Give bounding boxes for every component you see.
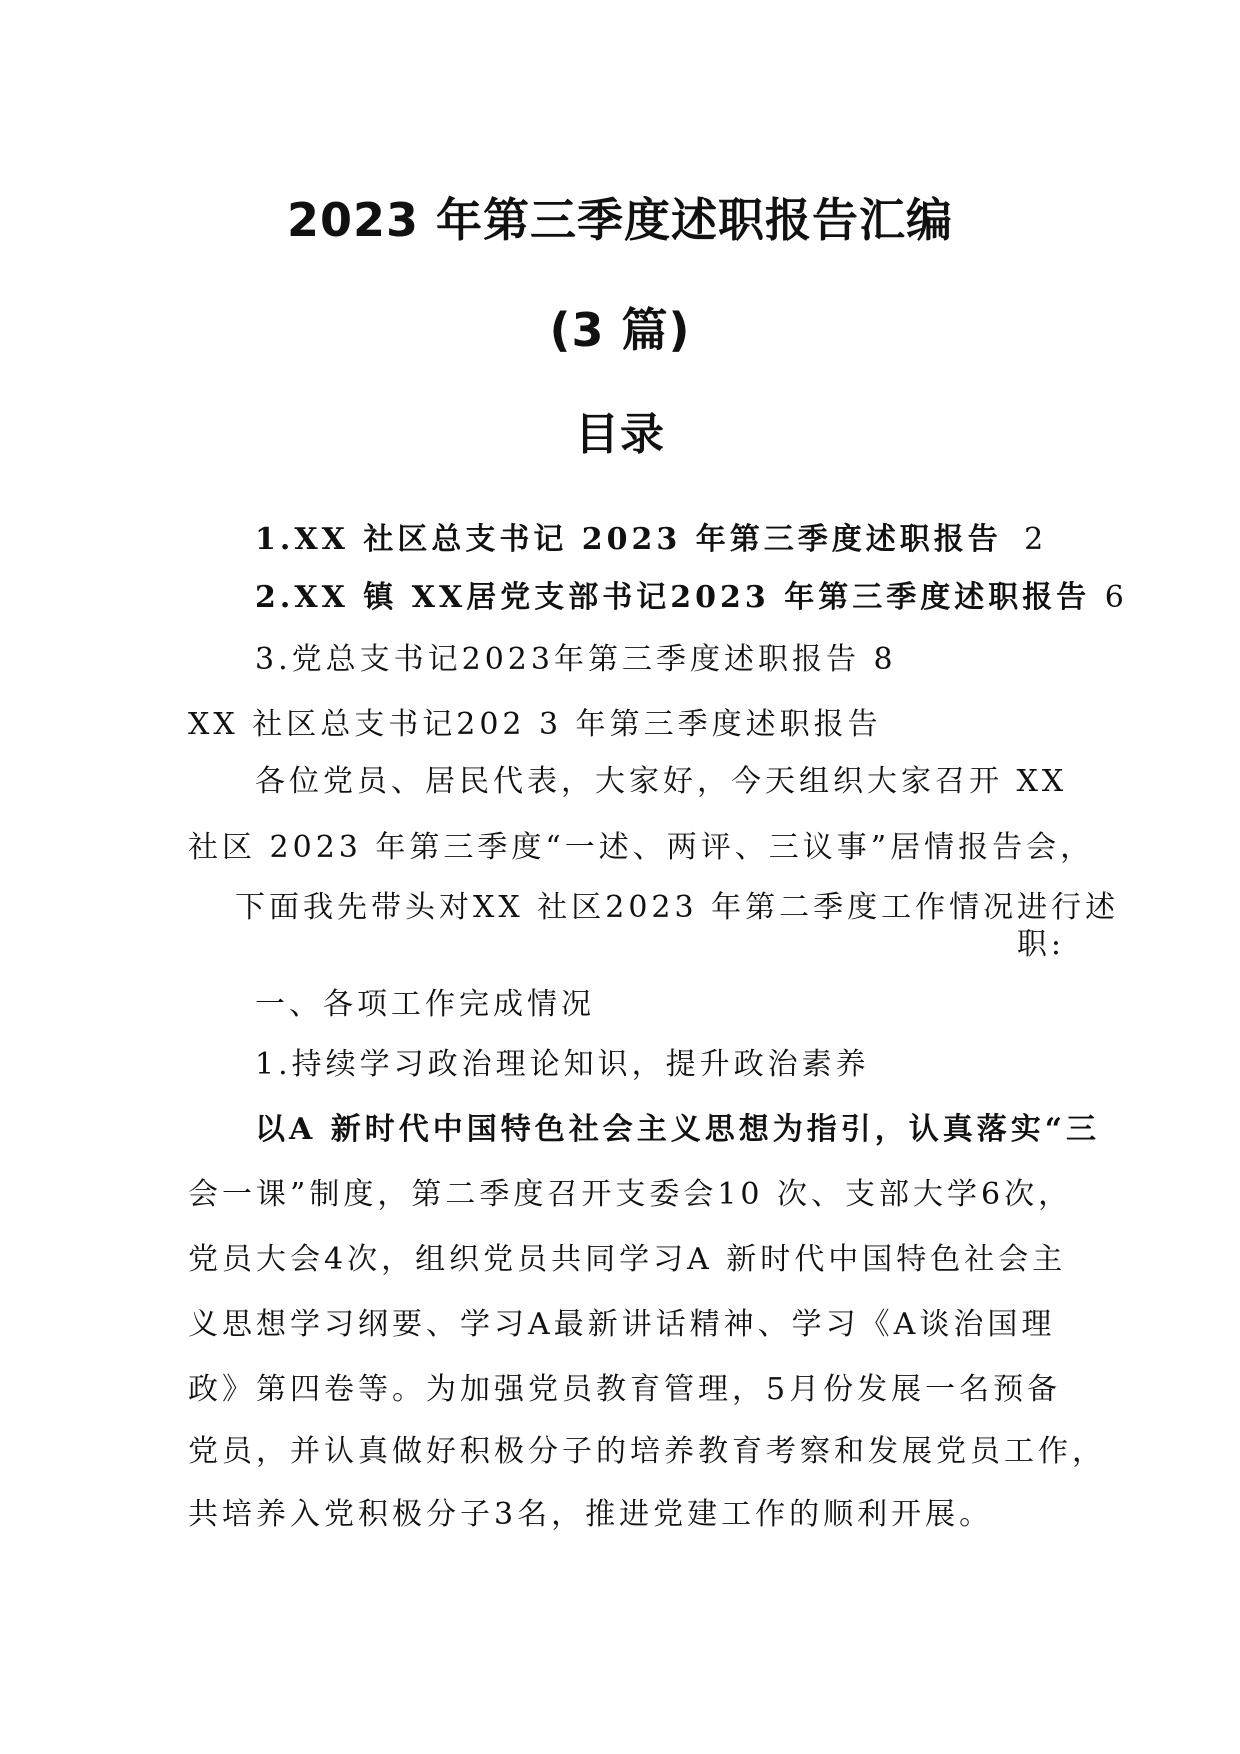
paragraph-line: 会一课”制度，第二季度召开支委会10 次、支部大学6次， (188, 1177, 1073, 1212)
toc-item-2[interactable] (255, 578, 1128, 618)
subsection-heading: 1.持续学习政治理论知识，提升政治素养 (255, 1047, 870, 1082)
toc-item-1[interactable] (255, 520, 1047, 560)
document-title: 2023 年第三季度述职报告汇编 (286, 193, 954, 247)
toc-item-page: 8 (873, 642, 897, 677)
paragraph-line: 下面我先带头对XX 社区2023 年第二季度工作情况进行述 (235, 890, 1120, 925)
toc-item-label: 1.XX 社区总支书记 2023 年第三季度述职报告 (255, 522, 1002, 557)
paragraph-line: 以A 新时代中国特色社会主义思想为指引，认真落实“三 (255, 1112, 1100, 1147)
paragraph-line: 共培养入党积极分子3名，推进党建工作的顺利开展。 (188, 1497, 994, 1532)
toc-item-3[interactable] (255, 640, 897, 680)
paragraph-line: 职: (1016, 927, 1065, 962)
paragraph-line: 党员，并认真做好积极分子的培养教育考察和发展党员工作， (188, 1434, 1106, 1469)
paragraph-line: 社区 2023 年第三季度“一述、两评、三议事”居情报告会， (188, 830, 1095, 865)
section-title: XX 社区总支书记202 3 年第三季度述职报告 (188, 707, 882, 742)
toc-item-label: 3.党总支书记2023年第三季度述职报告 (255, 642, 860, 677)
paragraph-line: 各位党员、居民代表，大家好，今天组织大家召开 XX (255, 764, 1068, 799)
paragraph-line: 义思想学习纲要、学习A最新讲话精神、学习《A谈治国理 (188, 1307, 1056, 1342)
section-heading: 一、各项工作完成情况 (255, 987, 595, 1022)
toc-item-page: 6 (1104, 580, 1128, 615)
paragraph-line: 党员大会4次，组织党员共同学习A 新时代中国特色社会主 (188, 1242, 1067, 1277)
document-subtitle: (3 篇) (549, 303, 691, 357)
toc-item-label: 2.XX 镇 XX居党支部书记2023 年第三季度述职报告 (255, 580, 1091, 615)
paragraph-line: 政》第四卷等。为加强党员教育管理，5月份发展一名预备 (188, 1372, 1062, 1407)
toc-item-page: 2 (1024, 522, 1048, 557)
toc-heading: 目录 (575, 409, 665, 460)
